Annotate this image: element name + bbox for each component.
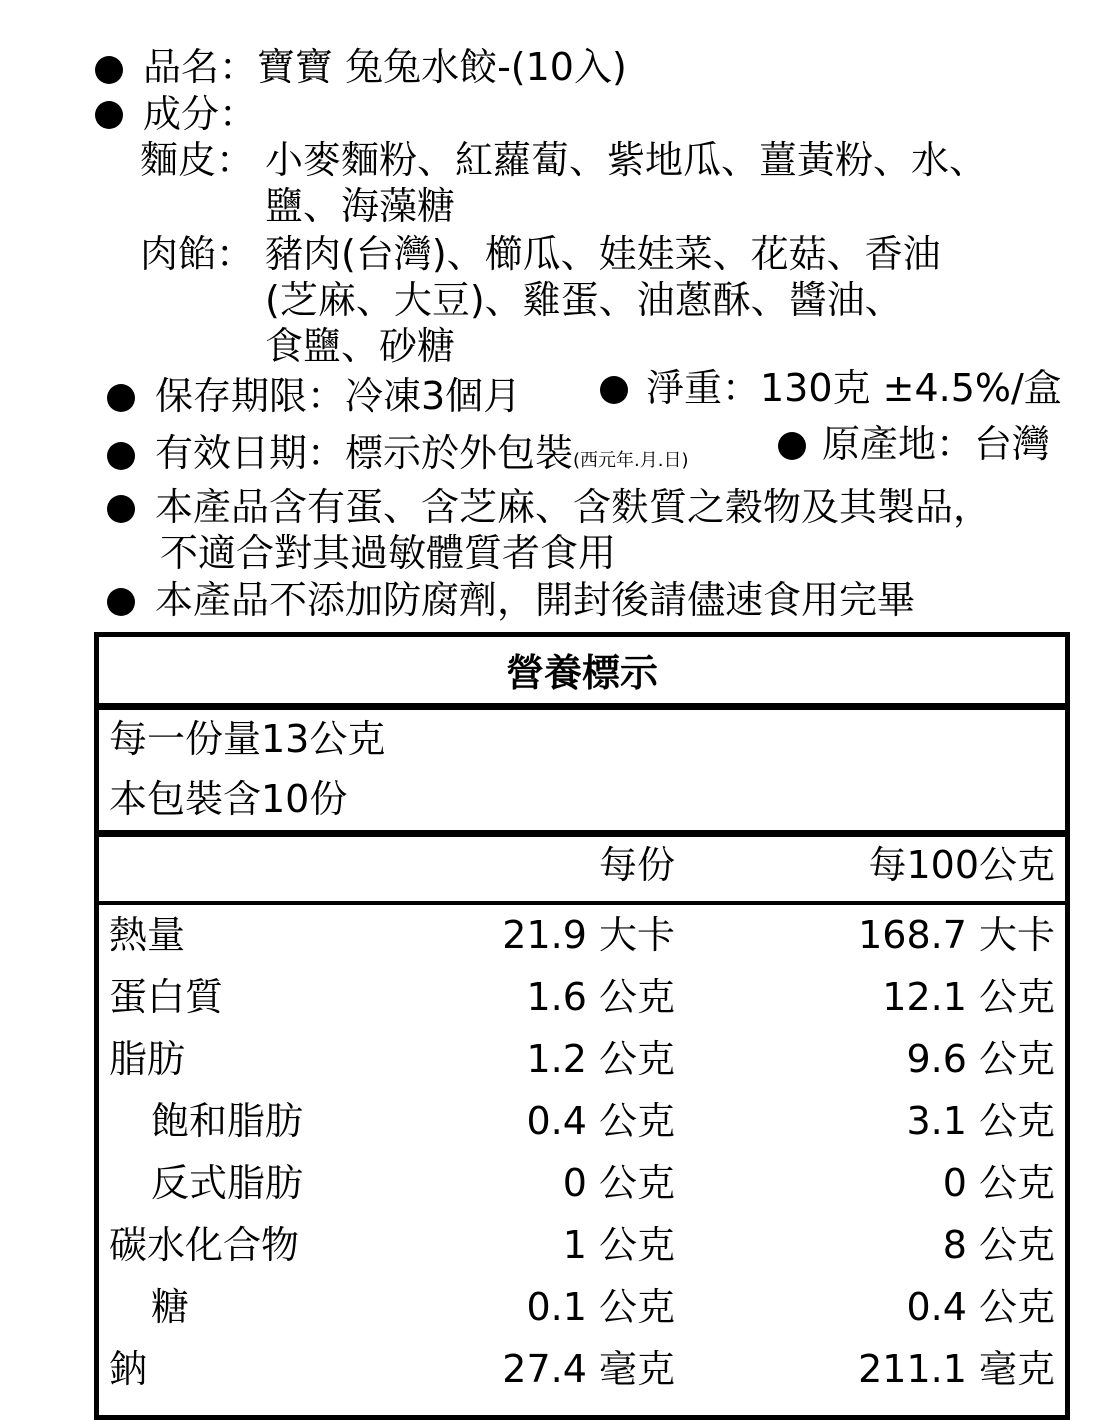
product-name: 品名：寶寶 兔兔水餃-(10入) <box>143 45 627 89</box>
nutrient-per-100g: 0.4 公克 <box>906 1285 1055 1329</box>
nutrient-per-serving: 0.4 公克 <box>526 1099 675 1143</box>
shelf-life: 保存期限：冷凍3個月 <box>155 374 522 418</box>
nutrition-title: 營養標示 <box>505 651 658 695</box>
wrapper-ingredients-line2: 鹽、海藻糖 <box>265 184 456 228</box>
nutrient-name: 反式脂肪 <box>151 1161 304 1205</box>
ingredients-label: 成分： <box>143 92 258 136</box>
nutrition-table <box>94 632 1070 1420</box>
nutrient-name: 鈉 <box>109 1347 148 1391</box>
nutrient-per-100g: 3.1 公克 <box>906 1099 1055 1143</box>
nutrient-name: 脂肪 <box>109 1037 186 1081</box>
bullet-icon <box>107 384 135 412</box>
filling-label: 肉餡： <box>140 232 255 276</box>
nutrient-per-serving: 0 公克 <box>562 1161 675 1205</box>
nutrient-per-serving: 1.6 公克 <box>526 975 675 1019</box>
nutrient-per-serving: 1 公克 <box>562 1223 675 1267</box>
column-header-per-serving: 每份 <box>598 843 675 887</box>
divider <box>99 901 1065 905</box>
bullet-icon <box>107 442 135 470</box>
bullet-icon <box>95 101 123 129</box>
expiry-note: (西元年.月.日) <box>573 450 689 471</box>
bullet-icon <box>107 495 135 523</box>
nutrient-per-serving: 27.4 毫克 <box>502 1347 675 1391</box>
allergen-line2: 不適合對其過敏體質者食用 <box>160 531 617 575</box>
servings-per-package: 本包裝含10份 <box>109 777 348 821</box>
bullet-icon <box>107 588 135 616</box>
nutrient-per-100g: 211.1 毫克 <box>858 1347 1055 1391</box>
net-weight: 淨重：130克 ±4.5%/盒 <box>646 366 1062 410</box>
nutrient-name: 蛋白質 <box>109 975 224 1019</box>
nutrient-per-100g: 9.6 公克 <box>906 1037 1055 1081</box>
column-header-per-100g: 每100公克 <box>868 843 1055 887</box>
wrapper-label: 麵皮： <box>140 138 255 182</box>
filling-ingredients-line1: 豬肉(台灣)、櫛瓜、娃娃菜、花菇、香油 <box>265 232 941 276</box>
bullet-icon <box>95 56 123 84</box>
nutrient-per-100g: 168.7 大卡 <box>858 913 1055 957</box>
allergen-line1: 本產品含有蛋、含芝麻、含麩質之穀物及其製品， <box>155 485 992 529</box>
filling-ingredients-line2: (芝麻、大豆)、雞蛋、油蔥酥、醬油、 <box>265 278 903 322</box>
preservative-note: 本產品不添加防腐劑，開封後請儘速食用完畢 <box>155 578 916 622</box>
nutrient-per-serving: 0.1 公克 <box>526 1285 675 1329</box>
filling-ingredients-line3: 食鹽、砂糖 <box>265 324 456 368</box>
origin: 原產地：台灣 <box>822 422 1051 466</box>
nutrient-name: 飽和脂肪 <box>151 1099 304 1143</box>
divider <box>99 703 1065 710</box>
serving-size: 每一份量13公克 <box>109 717 386 761</box>
nutrient-per-serving: 21.9 大卡 <box>502 913 675 957</box>
divider <box>99 830 1065 837</box>
wrapper-ingredients-line1: 小麥麵粉、紅蘿蔔、紫地瓜、薑黃粉、水、 <box>265 138 988 182</box>
nutrient-per-100g: 12.1 公克 <box>882 975 1055 1019</box>
nutrient-per-100g: 8 公克 <box>942 1223 1055 1267</box>
nutrient-per-100g: 0 公克 <box>942 1161 1055 1205</box>
nutrient-per-serving: 1.2 公克 <box>526 1037 675 1081</box>
expiry-text: 有效日期：標示於外包裝 <box>155 431 574 475</box>
expiry-date <box>155 431 689 483</box>
nutrient-name: 糖 <box>151 1285 190 1329</box>
nutrient-name: 碳水化合物 <box>109 1223 300 1267</box>
bullet-icon <box>600 376 628 404</box>
bullet-icon <box>778 432 806 460</box>
nutrient-name: 熱量 <box>109 913 186 957</box>
